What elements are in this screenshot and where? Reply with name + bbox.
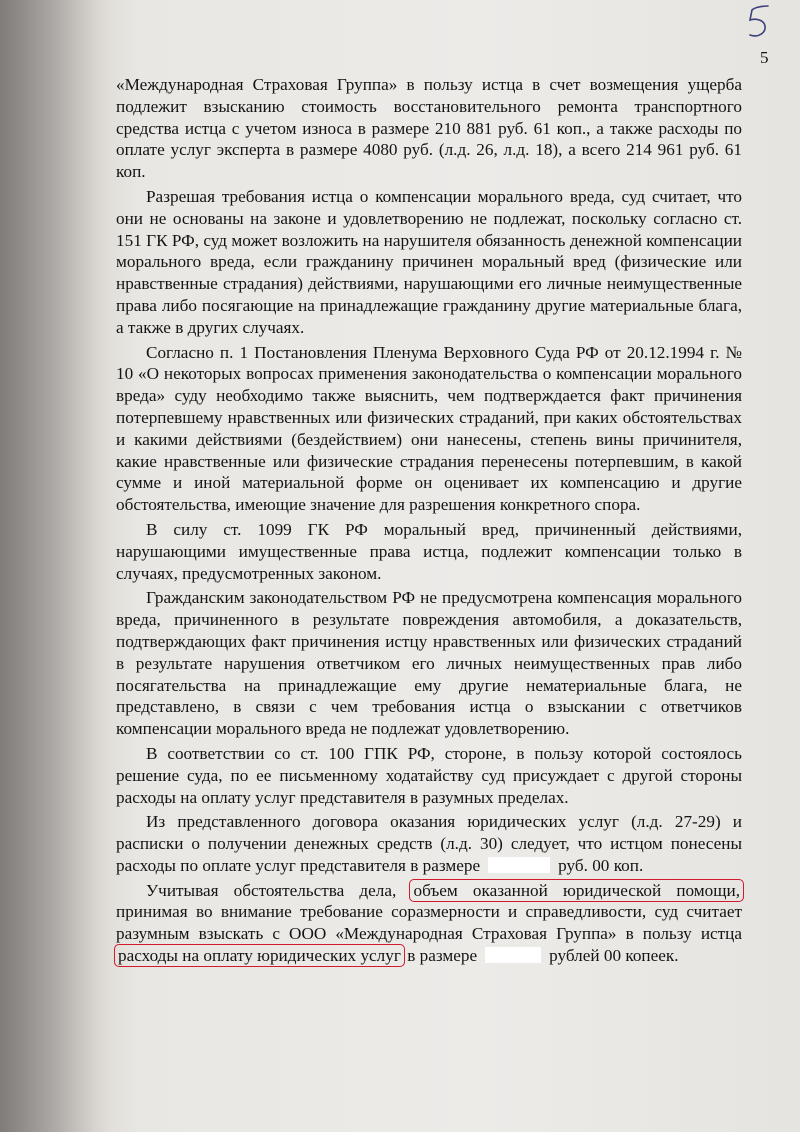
- highlighted-legal-aid-volume: объем оказанной юридической помощи,: [409, 879, 744, 902]
- paragraph-article-100: В соответствии со ст. 100 ГПК РФ, стороне, в пользу которой состоялось решение суда, по ее письменному ходатайству суд присуждает с другой стороны расходы на оплату услуг представителя в разумных пределах.: [116, 743, 742, 807]
- paragraph-representative-costs: [116, 811, 742, 876]
- conclusion-text-amount-label: в размере: [407, 946, 478, 966]
- redacted-amount-2: [485, 947, 541, 963]
- document-body: [116, 74, 742, 970]
- paragraph-conclusion: [116, 880, 742, 967]
- handwritten-five-mark-icon: [738, 2, 778, 42]
- paragraph-plenum-resolution: Согласно п. 1 Постановления Пленума Верховного Суда РФ от 20.12.1994 г. № 10 «О некоторых вопросах применения законодательства о компенсации морального вреда» суду необходимо также выяснить, чем подтверждается факт причинения потерпевшему нравственных или физических страданий, при каких обстоятельствах и какими действиями (бездействием) они нанесены, степень вины причинителя, какие нравственные или физические страдания перенесены потерпевшим, в какой сумме и иной материальной форме он оценивает их компенсацию и другие обстоятельства, имеющие значение для разрешения конкретного спора.: [116, 342, 742, 515]
- conclusion-text-middle: принимая во внимание требование соразмерности и справедливости, суд считает разумным взыскать с ООО «Международная Страховая Группа» в пользу истца: [116, 902, 742, 944]
- highlighted-legal-services-costs: расходы на оплату юридических услуг: [114, 944, 405, 967]
- paragraph-moral-harm: Разрешая требования истца о компенсации морального вреда, суд считает, что они не основаны на законе и удовлетворению не подлежат, поскольку согласно ст. 151 ГК РФ, суд может возложить на нарушителя обязанность денежной компенсации морального вреда, если гражданину причинен моральный вред (физические или нравственные страдания) действиями, нарушающими его личные неимущественные права либо посягающие на принадлежащие гражданину другие материальные блага, а также в других случаях.: [116, 186, 742, 337]
- representative-costs-text: Из представленного договора оказания юридических услуг (л.д. 27-29) и расписки о получении денежных средств (л.д. 30) следует, что истцом понесены расходы по оплате услуг представителя в размере: [116, 812, 742, 875]
- page-number: 5: [760, 48, 769, 67]
- scan-edge-shadow: [0, 0, 110, 1132]
- paragraph-civil-law: Гражданским законодательством РФ не предусмотрена компенсация морального вреда, причиненного в результате повреждения автомобиля, а доказательств, подтверждающих факт причинения истцу нравственных или физических страданий в результате нарушения ответчиком его личных неимущественных прав либо посягательства на принадлежащие ему другие нематериальные блага, не представлено, в связи с чем требования истца о взыскании с ответчиков компенсации морального вреда не подлежат удовлетворению.: [116, 588, 742, 739]
- paragraph-article-1099: В силу ст. 1099 ГК РФ моральный вред, причиненный действиями, нарушающими имущественные права истца, подлежит компенсации только в случаях, предусмотренных законом.: [116, 519, 742, 583]
- conclusion-text-start: Учитывая обстоятельства дела,: [146, 880, 397, 900]
- paragraph-damages: «Международная Страховая Группа» в пользу истца в счет возмещения ущерба подлежит взысканию стоимость восстановительного ремонта транспортного средства истца с учетом износа в размере 210 881 руб. 61 коп., а также расходы по оплате услуг эксперта в размере 4080 руб. (л.д. 26, л.д. 18), а всего 214 961 руб. 61 коп.: [116, 75, 742, 182]
- redacted-amount: [488, 857, 550, 873]
- conclusion-text-end: рублей 00 копеек.: [549, 946, 679, 966]
- representative-costs-tail: руб. 00 коп.: [558, 855, 644, 875]
